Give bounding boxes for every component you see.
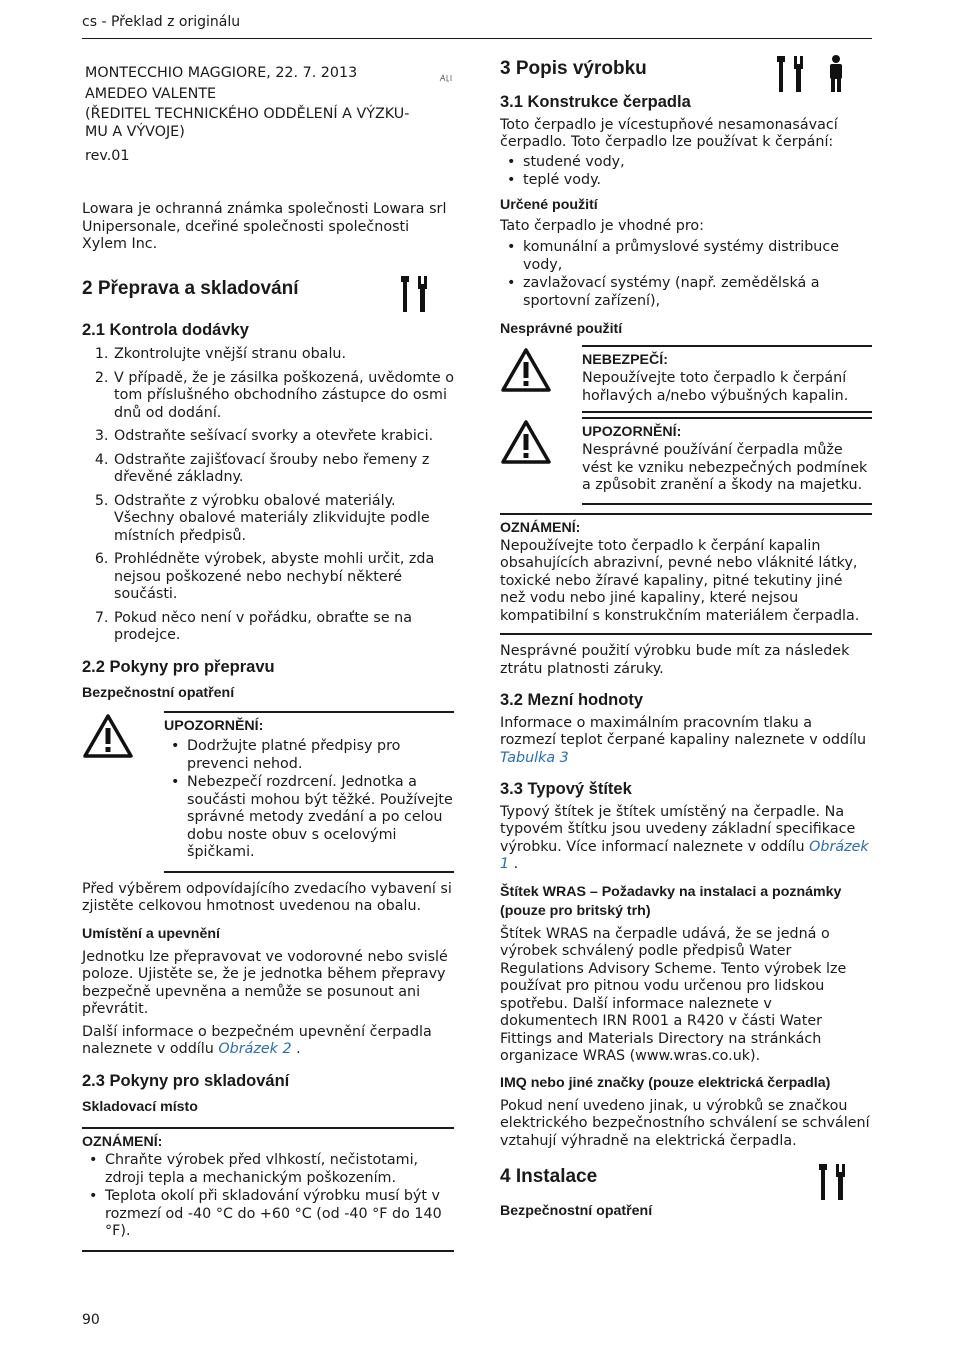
section-2-heading-wrap [82,277,454,314]
section-3-title: 3 Popis výrobku [500,58,647,79]
table-3-link[interactable]: Tabulka 3 [500,749,569,766]
danger-text: Nepoužívejte toto čerpadlo k čerpání hořlavých a/nebo výbušných kapalin. [582,370,849,404]
intended-use-title: Určené použití [500,196,598,213]
list-item: 5. Odstraňte z výrobku obalové materiály. Všechny obalové materiály zlikvidujte podle místních předpisů. [113,493,454,546]
improper-use-title: Nesprávné použití [500,321,623,337]
safety-title: Bezpečnostní opatření [82,685,235,701]
warning-list [164,738,454,862]
signature-block [82,63,454,167]
page-header: cs - Překlad z originálu [82,14,241,30]
warning-text: Nesprávné používání čerpadla může vést ke vzniku nebezpečných podmínek a způsobit zranění a škody na majetku. [582,442,868,493]
list-item: 7. Pokud něco není v pořádku, obraťte se na prodejce. [113,610,454,645]
fixing-info-paragraph [82,1024,454,1059]
imq-title: IMQ nebo jiné značky (pouze elektrická čerpadla) [500,1074,831,1091]
right-column [500,60,872,1221]
signature-line: rev.01 [85,148,130,164]
section-2-3-title: 2.3 Pokyny pro skladování [82,1071,290,1090]
signature-line: MU A VÝVOJE) [85,124,185,140]
section-4-title: 4 Instalace [500,1166,598,1187]
limits-paragraph [500,715,872,768]
section-2-2-title: 2.2 Pokyny pro přepravu [82,657,275,676]
pump-description: Toto čerpadlo je vícestupňové nesamonasávací čerpadlo. Toto čerpadlo lze používat k čerpání: [500,116,838,150]
list-item: • zavlažovací systémy (např. zemědělská a sportovní zařízení), [523,275,872,310]
nameplate-text: Typový štítek je štítek umístěný na čerpadle. Na typovém štítku jsou uvedeny základní specifikace výrobku. Více informací naleznete v oddílu [500,803,856,855]
warning-label: UPOZORNĚNÍ: [582,424,682,440]
section-3-1-title: 3.1 Konstrukce čerpadla [500,93,691,111]
pumping-uses-list [500,154,872,190]
list-item: • Teplota okolí při skladování výrobku musí být v rozmezí od -40 °C do +60 °C (od -40 °F do 140 °F). [105,1188,454,1241]
imq-paragraph: Pokud není uvedeno jinak, u výrobků se značkou elektrického bezpečnostního schválení se schválení vztahují výhradně na elektrická čerpadla. [500,1097,870,1149]
tools-icon [818,1162,848,1208]
section-3-heading-wrap [500,60,872,94]
storage-place-title: Skladovací místo [82,1099,198,1115]
section-3-2-title: 3.2 Mezní hodnoty [500,691,644,709]
figure-2-link[interactable]: Obrázek 2 [218,1041,292,1057]
warning-triangle-icon [500,345,582,413]
installation-safety-title: Bezpečnostní opatření [500,1203,653,1219]
warning-triangle-icon [500,417,582,505]
nameplate-paragraph [500,804,872,874]
warning-triangle-icon [82,711,164,873]
list-item: • studené vody, [523,154,872,172]
page-number: 90 [82,1312,100,1328]
intended-use-paragraph: Tato čerpadlo je vhodné pro: [500,217,704,234]
trademark-note: Lowara je ochranná známka společnosti Lowara srl Unipersonale, dceřiné společnosti společnosti Xylem Inc. [82,201,447,252]
delivery-check-list [82,346,454,645]
section-2-1-title: 2.1 Kontrola dodávky [82,320,249,339]
header-rule [82,38,872,39]
danger-box [500,345,872,413]
notice-box [500,513,872,636]
nameplate-end: . [509,856,519,872]
storage-notice-list [82,1152,454,1241]
signature-line: AMEDEO VALENTE [85,86,217,102]
lifting-paragraph: Před výběrem odpovídajícího zvedacího vybavení si zjistěte celkovou hmotnost uvedenou na obalu. [82,880,452,914]
wras-title: Štítek WRAS – Požadavky na instalaci a poznámky (pouze pro britský trh) [500,883,842,919]
warning-box [500,417,872,505]
danger-label: NEBEZPEČÍ: [582,352,668,368]
list-item: • teplé vody. [523,172,872,190]
list-item: • Nebezpečí rozdrcení. Jednotka a součásti mohou být těžké. Používejte správné metody zvedání a po celou dobu noste obuv s ocelovými špičkami. [187,774,454,862]
list-item: • Dodržujte platné předpisy pro prevenci nehod. [187,738,454,773]
section-3-3-title: 3.3 Typový štítek [500,780,632,798]
fixing-info-text: Další informace o bezpečném upevnění čerpadla naleznete v oddílu [82,1023,432,1057]
warning-box [82,711,454,873]
section-2-title: 2 Přeprava a skladování [82,277,299,299]
list-item: 2. V případě, že je zásilka poškozená, uvědomte o tom příslušného obchodního zástupce do osmi dnů od dodání. [113,370,454,423]
storage-notice-box [82,1127,454,1252]
fixing-info-end: . [291,1041,301,1057]
placement-paragraph: Jednotku lze přepravovat ve vodorovné nebo svislé poloze. Ujistěte se, že je jednotka během přepravy bezpečně upevněna a nemůže se posunout ani převrátit. [82,948,448,1017]
intended-use-list [500,239,872,310]
user-icon [824,54,848,100]
list-item: 3. Odstraňte sešívací svorky a otevřete krabici. [113,428,454,446]
tools-icon [400,274,430,320]
limits-text: Informace o maximálním pracovním tlaku a rozmezí teplot čerpané kapaliny naleznete v oddílu [500,714,867,748]
tools-icon [776,54,806,100]
signature-line: (ŘEDITEL TECHNICKÉHO ODDĚLENÍ A VÝZKU- [85,106,410,122]
left-column [82,60,454,1252]
wras-paragraph: Štítek WRAS na čerpadle udává, že se jedná o výrobek schválený podle předpisů Water Regulations Advisory Scheme. Tento výrobek lze používat pro pitnou vodu určenou pro lidskou spotřebu. Další informace naleznete v dokumentech IRN R001 a R420 v části Water Fittings and Materials Directory na stránkách organizace WRAS (www.wras.co.uk). [500,925,847,1064]
notice-label: OZNÁMENÍ: [500,519,581,536]
list-item: 1. Zkontrolujte vnější stranu obalu. [113,346,454,364]
notice-label: OZNÁMENÍ: [82,1134,163,1150]
warranty-paragraph: Nesprávné použití výrobku bude mít za následek ztrátu platnosti záruky. [500,643,850,677]
signature-line: MONTECCHIO MAGGIORE, 22. 7. 2013 [85,65,358,81]
placement-title: Umístění a upevnění [82,925,220,942]
notice-text: Nepoužívejte toto čerpadlo k čerpání kapalin obsahujících abrazivní, pevné nebo vláknité látky, toxické nebo žíravé kapaliny, pitné tekutiny jiné než vodu nebo jiné kapaliny, které nejsou kompatibilní s konstrukčním materiálem čerpadla. [500,537,860,624]
figure-1-link[interactable]: Obrázek 1 [500,838,869,872]
section-4-heading-wrap [500,1168,872,1202]
warning-label: UPOZORNĚNÍ: [164,718,264,734]
list-item: • komunální a průmyslové systémy distribuce vody, [523,239,872,274]
list-item: 6. Prohlédněte výrobek, abyste mohli určit, zda nejsou poškozené nebo nechybí některé součásti. [113,551,454,604]
list-item: • Chraňte výrobek před vlhkostí, nečistotami, zdroji tepla a mechanickým poškozením. [105,1152,454,1187]
list-item: 4. Odstraňte zajišťovací šrouby nebo řemeny z dřevěné základny. [113,452,454,487]
